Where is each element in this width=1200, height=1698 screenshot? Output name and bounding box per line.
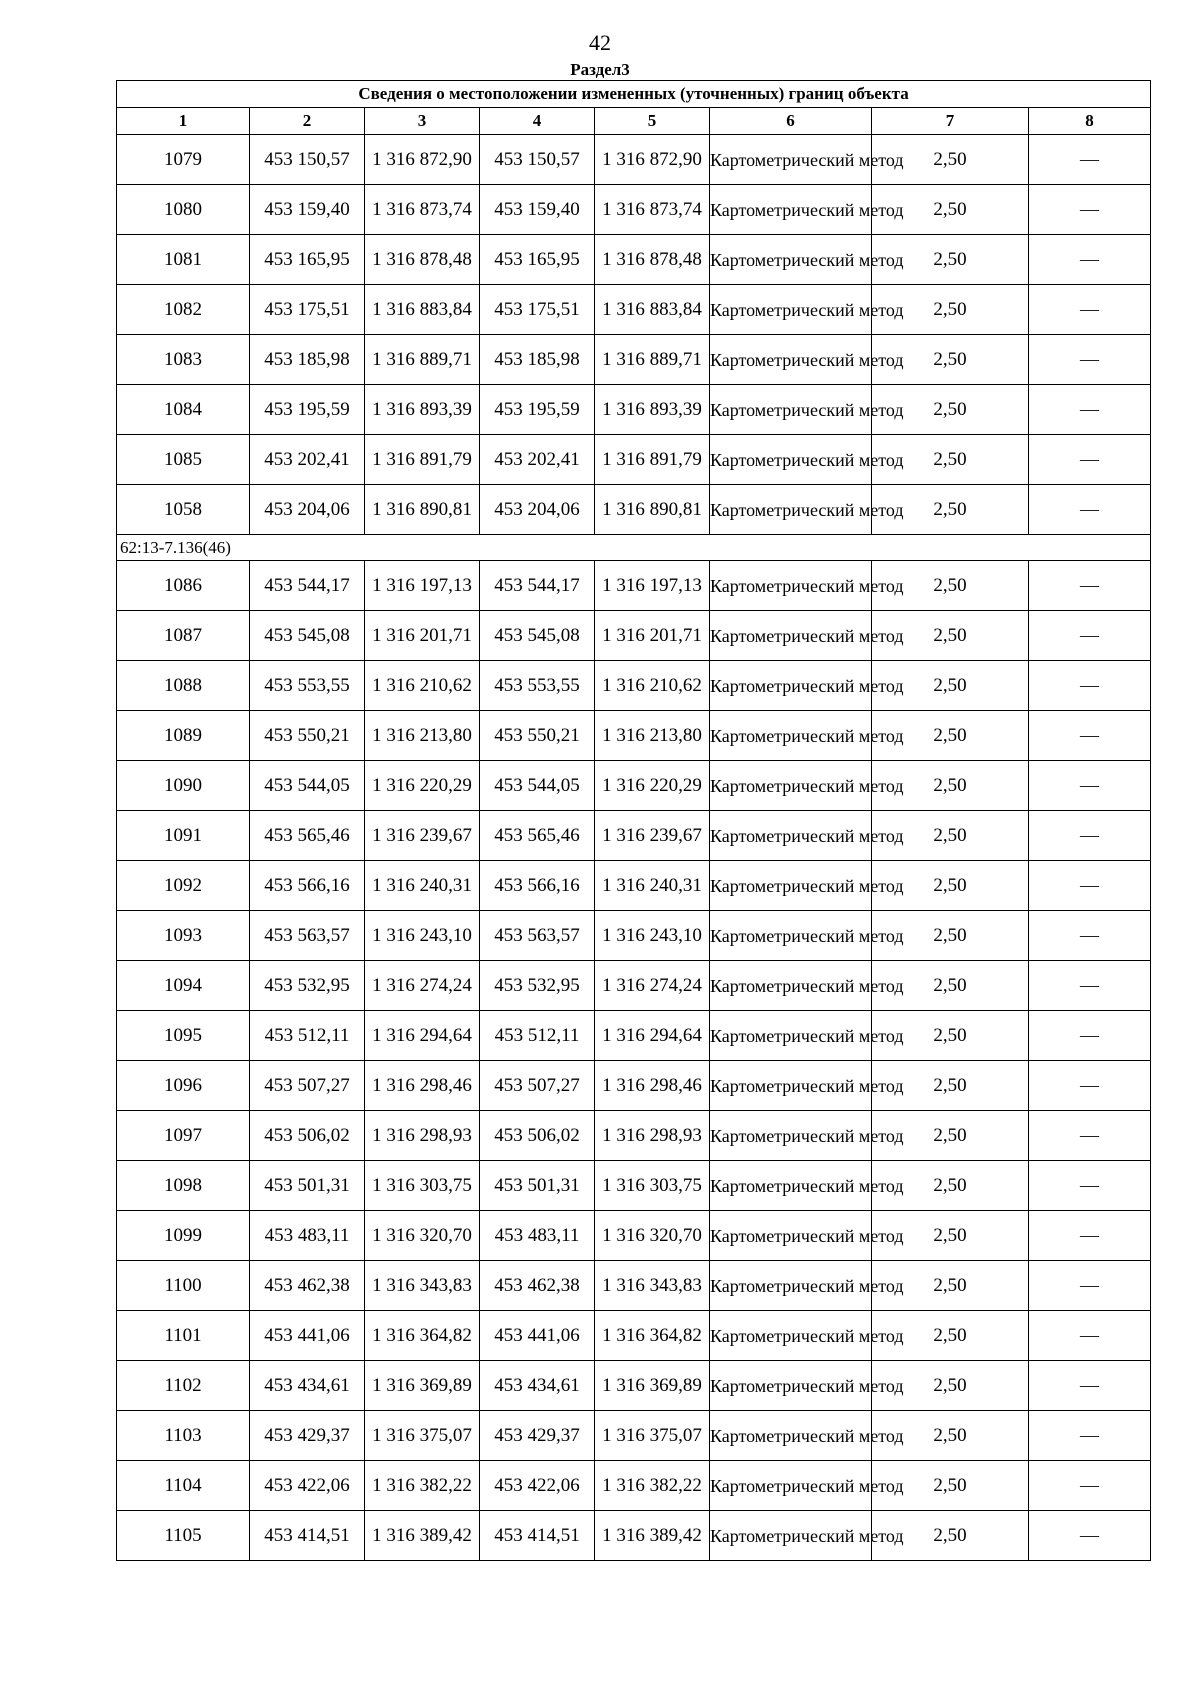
cell-y-new: 1 316 375,07 xyxy=(595,1411,710,1461)
cell-y-new: 1 316 389,42 xyxy=(595,1511,710,1561)
table-row xyxy=(117,761,1151,811)
cell-x-new: 453 204,06 xyxy=(480,485,595,535)
cell-method: Картометрический метод xyxy=(710,235,872,285)
cell-x-new: 453 165,95 xyxy=(480,235,595,285)
cell-point-number: 1094 xyxy=(117,961,250,1011)
cell-point-number: 1102 xyxy=(117,1361,250,1411)
cell-y-old: 1 316 883,84 xyxy=(365,285,480,335)
column-header-row xyxy=(117,108,1151,135)
cell-method: Картометрический метод xyxy=(710,185,872,235)
cell-description: — xyxy=(1029,235,1151,285)
cell-point-number: 1096 xyxy=(117,1061,250,1111)
cell-precision: 2,50 xyxy=(872,561,1029,611)
cell-method: Картометрический метод xyxy=(710,661,872,711)
cell-y-new: 1 316 343,83 xyxy=(595,1261,710,1311)
cell-method: Картометрический метод xyxy=(710,961,872,1011)
cell-x-old: 453 565,46 xyxy=(250,811,365,861)
cell-x-old: 453 165,95 xyxy=(250,235,365,285)
cell-description: — xyxy=(1029,1511,1151,1561)
cell-precision: 2,50 xyxy=(872,1211,1029,1261)
cell-precision: 2,50 xyxy=(872,1011,1029,1061)
cell-method: Картометрический метод xyxy=(710,1361,872,1411)
cell-description: — xyxy=(1029,811,1151,861)
cell-y-new: 1 316 889,71 xyxy=(595,335,710,385)
cell-point-number: 1091 xyxy=(117,811,250,861)
cell-precision: 2,50 xyxy=(872,1161,1029,1211)
cell-y-new: 1 316 872,90 xyxy=(595,135,710,185)
table-row xyxy=(117,611,1151,661)
cell-method: Картометрический метод xyxy=(710,1411,872,1461)
cell-x-new: 453 565,46 xyxy=(480,811,595,861)
table-row xyxy=(117,285,1151,335)
cell-description: — xyxy=(1029,1361,1151,1411)
cell-x-new: 453 429,37 xyxy=(480,1411,595,1461)
cell-x-old: 453 563,57 xyxy=(250,911,365,961)
cell-x-new: 453 507,27 xyxy=(480,1061,595,1111)
cell-y-new: 1 316 274,24 xyxy=(595,961,710,1011)
cell-method: Картометрический метод xyxy=(710,811,872,861)
table-row xyxy=(117,1411,1151,1461)
cell-x-new: 453 563,57 xyxy=(480,911,595,961)
cell-x-old: 453 501,31 xyxy=(250,1161,365,1211)
cell-x-new: 453 422,06 xyxy=(480,1461,595,1511)
cell-y-new: 1 316 213,80 xyxy=(595,711,710,761)
cell-precision: 2,50 xyxy=(872,1411,1029,1461)
group-row xyxy=(117,535,1151,561)
cell-method: Картометрический метод xyxy=(710,1111,872,1161)
cell-description: — xyxy=(1029,285,1151,335)
cell-y-new: 1 316 320,70 xyxy=(595,1211,710,1261)
cell-description: — xyxy=(1029,385,1151,435)
cell-x-old: 453 545,08 xyxy=(250,611,365,661)
cell-y-new: 1 316 197,13 xyxy=(595,561,710,611)
table-row xyxy=(117,1361,1151,1411)
cell-y-old: 1 316 364,82 xyxy=(365,1311,480,1361)
cell-method: Картометрический метод xyxy=(710,385,872,435)
column-header: 4 xyxy=(480,108,595,135)
table-row xyxy=(117,1461,1151,1511)
cell-y-new: 1 316 298,46 xyxy=(595,1061,710,1111)
column-header: 2 xyxy=(250,108,365,135)
cell-x-new: 453 441,06 xyxy=(480,1311,595,1361)
table-row xyxy=(117,1261,1151,1311)
cell-method: Картометрический метод xyxy=(710,1061,872,1111)
table-row xyxy=(117,335,1151,385)
cell-x-old: 453 506,02 xyxy=(250,1111,365,1161)
cell-description: — xyxy=(1029,335,1151,385)
table-row xyxy=(117,485,1151,535)
table-caption: Сведения о местоположении измененных (уточненных) границ объекта xyxy=(117,81,1151,108)
cell-y-old: 1 316 382,22 xyxy=(365,1461,480,1511)
cell-y-old: 1 316 891,79 xyxy=(365,435,480,485)
cell-y-new: 1 316 303,75 xyxy=(595,1161,710,1211)
cell-y-new: 1 316 893,39 xyxy=(595,385,710,435)
table-row xyxy=(117,1111,1151,1161)
cell-method: Картометрический метод xyxy=(710,1511,872,1561)
cell-method: Картометрический метод xyxy=(710,1161,872,1211)
cell-x-old: 453 204,06 xyxy=(250,485,365,535)
table-row xyxy=(117,911,1151,961)
cell-x-new: 453 553,55 xyxy=(480,661,595,711)
cell-point-number: 1086 xyxy=(117,561,250,611)
cell-precision: 2,50 xyxy=(872,1461,1029,1511)
table-row xyxy=(117,811,1151,861)
cell-y-old: 1 316 294,64 xyxy=(365,1011,480,1061)
cell-precision: 2,50 xyxy=(872,811,1029,861)
cell-y-new: 1 316 298,93 xyxy=(595,1111,710,1161)
cell-point-number: 1104 xyxy=(117,1461,250,1511)
cell-description: — xyxy=(1029,1061,1151,1111)
cell-precision: 2,50 xyxy=(872,185,1029,235)
cell-y-new: 1 316 878,48 xyxy=(595,235,710,285)
table-row xyxy=(117,1311,1151,1361)
cell-x-new: 453 550,21 xyxy=(480,711,595,761)
cell-y-old: 1 316 239,67 xyxy=(365,811,480,861)
cell-method: Картометрический метод xyxy=(710,485,872,535)
cell-y-old: 1 316 369,89 xyxy=(365,1361,480,1411)
cell-y-new: 1 316 240,31 xyxy=(595,861,710,911)
cell-method: Картометрический метод xyxy=(710,335,872,385)
cell-y-old: 1 316 343,83 xyxy=(365,1261,480,1311)
cell-precision: 2,50 xyxy=(872,761,1029,811)
cell-x-new: 453 434,61 xyxy=(480,1361,595,1411)
cell-x-new: 453 483,11 xyxy=(480,1211,595,1261)
cell-x-old: 453 159,40 xyxy=(250,185,365,235)
cell-x-new: 453 195,59 xyxy=(480,385,595,435)
cell-precision: 2,50 xyxy=(872,385,1029,435)
cell-method: Картометрический метод xyxy=(710,561,872,611)
page-number: 42 xyxy=(589,30,611,55)
cell-y-old: 1 316 890,81 xyxy=(365,485,480,535)
cell-point-number: 1100 xyxy=(117,1261,250,1311)
cell-y-new: 1 316 364,82 xyxy=(595,1311,710,1361)
cell-x-new: 453 512,11 xyxy=(480,1011,595,1061)
cell-x-new: 453 544,17 xyxy=(480,561,595,611)
cell-x-old: 453 483,11 xyxy=(250,1211,365,1261)
cell-precision: 2,50 xyxy=(872,911,1029,961)
cell-x-old: 453 544,05 xyxy=(250,761,365,811)
cell-x-new: 453 501,31 xyxy=(480,1161,595,1211)
cell-method: Картометрический метод xyxy=(710,1261,872,1311)
cell-precision: 2,50 xyxy=(872,1311,1029,1361)
cell-precision: 2,50 xyxy=(872,711,1029,761)
table-row xyxy=(117,235,1151,285)
cell-y-new: 1 316 382,22 xyxy=(595,1461,710,1511)
cell-y-old: 1 316 320,70 xyxy=(365,1211,480,1261)
cell-y-new: 1 316 243,10 xyxy=(595,911,710,961)
cell-method: Картометрический метод xyxy=(710,435,872,485)
cell-description: — xyxy=(1029,485,1151,535)
cell-precision: 2,50 xyxy=(872,1061,1029,1111)
cell-point-number: 1082 xyxy=(117,285,250,335)
cell-y-new: 1 316 873,74 xyxy=(595,185,710,235)
cell-x-old: 453 429,37 xyxy=(250,1411,365,1461)
cell-x-new: 453 159,40 xyxy=(480,185,595,235)
cell-x-old: 453 202,41 xyxy=(250,435,365,485)
cell-x-new: 453 414,51 xyxy=(480,1511,595,1561)
cell-description: — xyxy=(1029,861,1151,911)
cell-description: — xyxy=(1029,711,1151,761)
cell-precision: 2,50 xyxy=(872,1511,1029,1561)
cell-point-number: 1081 xyxy=(117,235,250,285)
cell-x-new: 453 566,16 xyxy=(480,861,595,911)
cell-description: — xyxy=(1029,911,1151,961)
column-header: 5 xyxy=(595,108,710,135)
cell-description: — xyxy=(1029,1261,1151,1311)
cell-y-old: 1 316 872,90 xyxy=(365,135,480,185)
cell-x-old: 453 544,17 xyxy=(250,561,365,611)
cell-x-new: 453 202,41 xyxy=(480,435,595,485)
cell-point-number: 1103 xyxy=(117,1411,250,1461)
table-row xyxy=(117,711,1151,761)
cell-y-new: 1 316 890,81 xyxy=(595,485,710,535)
table-row xyxy=(117,135,1151,185)
cell-description: — xyxy=(1029,661,1151,711)
cell-method: Картометрический метод xyxy=(710,1011,872,1061)
cell-precision: 2,50 xyxy=(872,285,1029,335)
cell-x-old: 453 414,51 xyxy=(250,1511,365,1561)
cell-precision: 2,50 xyxy=(872,1111,1029,1161)
table-row xyxy=(117,435,1151,485)
cell-method: Картометрический метод xyxy=(710,135,872,185)
cell-y-new: 1 316 239,67 xyxy=(595,811,710,861)
cell-description: — xyxy=(1029,435,1151,485)
cell-y-new: 1 316 220,29 xyxy=(595,761,710,811)
cell-point-number: 1097 xyxy=(117,1111,250,1161)
cell-point-number: 1080 xyxy=(117,185,250,235)
cell-y-old: 1 316 210,62 xyxy=(365,661,480,711)
cell-precision: 2,50 xyxy=(872,135,1029,185)
cell-y-old: 1 316 243,10 xyxy=(365,911,480,961)
cell-x-old: 453 195,59 xyxy=(250,385,365,435)
section-title: Раздел3 xyxy=(570,60,630,79)
cell-description: — xyxy=(1029,1011,1151,1061)
cell-x-old: 453 553,55 xyxy=(250,661,365,711)
cell-point-number: 1079 xyxy=(117,135,250,185)
cell-x-new: 453 532,95 xyxy=(480,961,595,1011)
cell-point-number: 1084 xyxy=(117,385,250,435)
cell-method: Картометрический метод xyxy=(710,711,872,761)
column-header: 6 xyxy=(710,108,872,135)
cell-precision: 2,50 xyxy=(872,611,1029,661)
cell-precision: 2,50 xyxy=(872,435,1029,485)
cell-x-new: 453 462,38 xyxy=(480,1261,595,1311)
cell-point-number: 1089 xyxy=(117,711,250,761)
column-header: 8 xyxy=(1029,108,1151,135)
table-row xyxy=(117,1061,1151,1111)
column-header: 7 xyxy=(872,108,1029,135)
cell-method: Картометрический метод xyxy=(710,911,872,961)
cell-precision: 2,50 xyxy=(872,1361,1029,1411)
cell-x-old: 453 462,38 xyxy=(250,1261,365,1311)
cell-x-old: 453 550,21 xyxy=(250,711,365,761)
cell-x-old: 453 434,61 xyxy=(250,1361,365,1411)
table-row xyxy=(117,185,1151,235)
cell-y-old: 1 316 197,13 xyxy=(365,561,480,611)
table-row xyxy=(117,1161,1151,1211)
cell-point-number: 1058 xyxy=(117,485,250,535)
cell-x-old: 453 507,27 xyxy=(250,1061,365,1111)
cell-x-new: 453 544,05 xyxy=(480,761,595,811)
cell-y-old: 1 316 220,29 xyxy=(365,761,480,811)
cell-x-new: 453 545,08 xyxy=(480,611,595,661)
cell-description: — xyxy=(1029,1411,1151,1461)
cell-y-new: 1 316 369,89 xyxy=(595,1361,710,1411)
cell-x-old: 453 441,06 xyxy=(250,1311,365,1361)
cell-x-new: 453 506,02 xyxy=(480,1111,595,1161)
cell-point-number: 1092 xyxy=(117,861,250,911)
table-row xyxy=(117,1511,1151,1561)
coordinates-table xyxy=(116,80,1151,1561)
cell-description: — xyxy=(1029,761,1151,811)
cell-point-number: 1101 xyxy=(117,1311,250,1361)
cell-description: — xyxy=(1029,561,1151,611)
cell-y-old: 1 316 240,31 xyxy=(365,861,480,911)
table-row xyxy=(117,1211,1151,1261)
cell-description: — xyxy=(1029,961,1151,1011)
cell-point-number: 1087 xyxy=(117,611,250,661)
cell-description: — xyxy=(1029,185,1151,235)
cell-point-number: 1088 xyxy=(117,661,250,711)
cell-description: — xyxy=(1029,1211,1151,1261)
cell-y-old: 1 316 889,71 xyxy=(365,335,480,385)
cell-y-new: 1 316 883,84 xyxy=(595,285,710,335)
cell-x-new: 453 185,98 xyxy=(480,335,595,385)
cell-method: Картометрический метод xyxy=(710,285,872,335)
cell-point-number: 1083 xyxy=(117,335,250,385)
cell-precision: 2,50 xyxy=(872,235,1029,285)
cell-y-old: 1 316 375,07 xyxy=(365,1411,480,1461)
cell-y-old: 1 316 893,39 xyxy=(365,385,480,435)
cell-point-number: 1098 xyxy=(117,1161,250,1211)
cell-y-old: 1 316 298,46 xyxy=(365,1061,480,1111)
cell-precision: 2,50 xyxy=(872,961,1029,1011)
table-row xyxy=(117,561,1151,611)
cell-y-old: 1 316 274,24 xyxy=(365,961,480,1011)
table-row xyxy=(117,861,1151,911)
cell-method: Картометрический метод xyxy=(710,1461,872,1511)
table-row xyxy=(117,961,1151,1011)
cell-y-old: 1 316 213,80 xyxy=(365,711,480,761)
table-row xyxy=(117,1011,1151,1061)
cell-point-number: 1095 xyxy=(117,1011,250,1061)
cell-x-old: 453 512,11 xyxy=(250,1011,365,1061)
cell-x-old: 453 175,51 xyxy=(250,285,365,335)
cell-description: — xyxy=(1029,1111,1151,1161)
cell-x-old: 453 422,06 xyxy=(250,1461,365,1511)
cell-x-old: 453 566,16 xyxy=(250,861,365,911)
cell-point-number: 1090 xyxy=(117,761,250,811)
cell-precision: 2,50 xyxy=(872,485,1029,535)
cell-y-old: 1 316 303,75 xyxy=(365,1161,480,1211)
cell-precision: 2,50 xyxy=(872,661,1029,711)
group-label: 62:13-7.136(46) xyxy=(117,535,1151,561)
cell-x-old: 453 532,95 xyxy=(250,961,365,1011)
cell-y-old: 1 316 873,74 xyxy=(365,185,480,235)
cell-point-number: 1105 xyxy=(117,1511,250,1561)
cell-x-old: 453 150,57 xyxy=(250,135,365,185)
cell-y-old: 1 316 298,93 xyxy=(365,1111,480,1161)
cell-x-new: 453 150,57 xyxy=(480,135,595,185)
cell-y-old: 1 316 389,42 xyxy=(365,1511,480,1561)
cell-y-new: 1 316 294,64 xyxy=(595,1011,710,1061)
cell-y-old: 1 316 878,48 xyxy=(365,235,480,285)
cell-description: — xyxy=(1029,611,1151,661)
cell-description: — xyxy=(1029,1161,1151,1211)
cell-y-new: 1 316 210,62 xyxy=(595,661,710,711)
cell-description: — xyxy=(1029,135,1151,185)
cell-point-number: 1099 xyxy=(117,1211,250,1261)
cell-point-number: 1085 xyxy=(117,435,250,485)
cell-description: — xyxy=(1029,1311,1151,1361)
cell-precision: 2,50 xyxy=(872,335,1029,385)
cell-method: Картометрический метод xyxy=(710,861,872,911)
cell-method: Картометрический метод xyxy=(710,1311,872,1361)
cell-y-new: 1 316 891,79 xyxy=(595,435,710,485)
table-row xyxy=(117,385,1151,435)
cell-precision: 2,50 xyxy=(872,861,1029,911)
cell-y-new: 1 316 201,71 xyxy=(595,611,710,661)
cell-method: Картометрический метод xyxy=(710,761,872,811)
column-header: 1 xyxy=(117,108,250,135)
cell-method: Картометрический метод xyxy=(710,1211,872,1261)
column-header: 3 xyxy=(365,108,480,135)
cell-method: Картометрический метод xyxy=(710,611,872,661)
table-row xyxy=(117,661,1151,711)
cell-description: — xyxy=(1029,1461,1151,1511)
cell-precision: 2,50 xyxy=(872,1261,1029,1311)
cell-x-old: 453 185,98 xyxy=(250,335,365,385)
cell-y-old: 1 316 201,71 xyxy=(365,611,480,661)
cell-point-number: 1093 xyxy=(117,911,250,961)
cell-x-new: 453 175,51 xyxy=(480,285,595,335)
